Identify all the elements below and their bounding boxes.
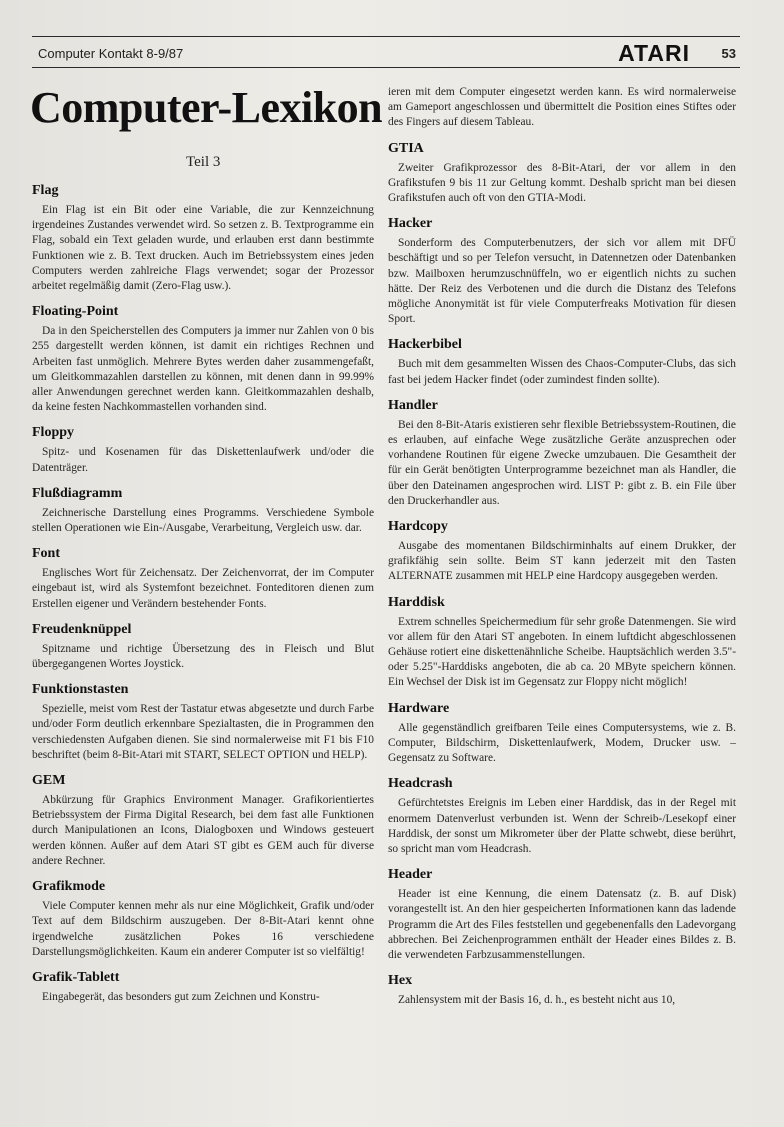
lexicon-entry — [32, 621, 374, 672]
magazine-issue: Computer Kontakt 8-9/87 — [38, 46, 184, 61]
entry-term: GTIA — [388, 140, 424, 156]
entry-term: Font — [32, 546, 60, 562]
entry-term: GEM — [32, 773, 66, 789]
entry-text: Abkürzung für Graphics Environment Manager. Grafikorientiertes Betriebssystem der Firma Digital Research, bei dem fast alle Funktionen durch Manipulationen an Icons, Dialogboxen und Windows gesteuert werden können. Außer auf dem Atari ST gibt es GEM auch für diverse andere Rechner. — [32, 794, 374, 867]
entry-term: Hacker — [388, 216, 433, 232]
article-subtitle: Teil 3 — [186, 154, 221, 170]
entry-text: Sonderform des Computerbenutzers, der sich vor allem mit DFÜ beschäftigt und so per Telefon versucht, in Datennetzen oder Datenbanken bzw. Mailboxen herumzuschnüffeln, wo er eigentlich nichts zu suchen hätte. Der Reiz des Verbotenen und die durch die Distanz des Telefons mögliche Anonymität ist für viele Computerfreaks Motivation für diesen Sport. — [388, 237, 736, 326]
lexicon-entry — [388, 518, 736, 585]
lexicon-entry — [388, 140, 736, 207]
lexicon-entry — [32, 182, 374, 294]
lexicon-entry — [32, 303, 374, 415]
entry-text: Englisches Wort für Zeichensatz. Der Zeichenvorrat, der im Computer eingebaut ist, wird als Systemfont bezeichnet. Fonteditoren dienen zum Erstellen eigener und Verändern bestehender Fonts. — [32, 567, 374, 610]
lexicon-entry — [32, 969, 374, 1005]
entry-text: Extrem schnelles Speichermedium für sehr große Datenmengen. Sie wird vor allem für den Atari ST angeboten. In einem luftdicht abgeschlossenen Gehäuse rotiert eine diskettenähnliche Scheibe. Hauptsächlich werden 3.5"- oder 5.25"-Harddisks angeboten, die ab ca. 20 MByte speichern können. Ein Wechsel der Disk ist im Gegensatz zur Floppy nicht möglich! — [388, 615, 736, 689]
right-column — [388, 85, 736, 1017]
lexicon-entry — [388, 215, 736, 327]
entry-term: Hardcopy — [388, 519, 448, 535]
entry-term: Handler — [388, 397, 438, 413]
entry-text: Spitz- und Kosenamen für das Diskettenlaufwerk und/oder die Datenträger. — [32, 446, 374, 474]
entry-term: Harddisk — [388, 594, 445, 610]
entry-text: ieren mit dem Computer eingesetzt werden kann. Es wird normalerweise am Gameport angeschlossen und übermittelt die Position eines Stiftes oder des Fingers auf diesem Tableau. — [388, 86, 736, 129]
entry-text: Zweiter Grafikprozessor des 8-Bit-Atari, der vor allem in den Grafikstufen 9 bis 11 zur Geltung kommt. Deshalb spricht man bei diesen Grafikstufen auch oft von den GTIA-Modi. — [388, 161, 736, 205]
lexicon-entry — [388, 336, 736, 387]
entry-term: Hardware — [388, 700, 450, 716]
left-column — [32, 182, 374, 1014]
entry-text: Ein Flag ist ein Bit oder eine Variable, die zur Kennzeichnung irgendeines Zustandes verwendet wird. So setzen z. B. Textprogramme ein Flag, sobald ein Text geladen wurde, und erlauben erst dann bestimmte Funktionen wie z. B. Text drucken. Auch im Betriebssystem eines jeden Computers werden zahlreiche Flags verwendet; sogar der Prozessor arbeitet regelmäßig damit (Zero-Flag usw.). — [32, 204, 374, 293]
page-number: 53 — [721, 46, 736, 61]
entry-term: Grafikmode — [32, 879, 106, 895]
entry-term: Freudenknüppel — [32, 621, 132, 637]
entry-term: Funktionstasten — [32, 682, 129, 698]
entry-text: Da in den Speicherstellen des Computers ja immer nur Zahlen von 0 bis 255 dargestellt werden können, ist damit ein richtiges Rechnen und Arbeiten fast unmöglich. Mehrere Bytes werden daher zusammengefaßt, um Gleitkommazahlen darstellen zu können, mit denen dann in 99.99% aller Anwendungen gerechnet werden kann. Gleitkommazahlen deshalb, da keine festen Nachkommastellen vorhanden sind. — [32, 325, 374, 414]
lexicon-entry — [388, 397, 736, 509]
lexicon-entry — [32, 485, 374, 536]
lexicon-entry — [388, 866, 736, 963]
lexicon-entry — [32, 681, 374, 763]
lexicon-entry-continued — [388, 85, 736, 131]
article-title: Computer-Lexikon — [30, 83, 383, 132]
entry-text: Viele Computer kennen mehr als nur eine Möglichkeit, Grafik und/oder Text auf dem Bildschirm auszugeben. Der 8-Bit-Atari kennt ohne irgendwelche zusätzlichen Pokes 16 verschiedene Darstellungsmöglichkeiten. Kaum ein anderer Computer ist so vielfältig! — [32, 900, 374, 958]
entry-term: Grafik-Tablett — [32, 969, 120, 985]
lexicon-entry — [32, 772, 374, 869]
page-header — [32, 36, 740, 68]
entry-term: Hex — [388, 973, 413, 989]
entry-term: Hackerbibel — [388, 337, 462, 353]
entry-term: Headcrash — [388, 776, 453, 792]
entry-term: Floating-Point — [32, 304, 119, 320]
entry-text: Spezielle, meist vom Rest der Tastatur etwas abgesetzte und durch Farbe und/oder Form deutlich erkennbare Spezialtasten, die in Programmen den verschiedensten Aufgaben dienen. Sie sind normalerweise mit F1 bis F10 beschriftet (beim 8-Bit-Atari mit START, SELECT OPTION und HELP). — [32, 703, 374, 761]
entry-text: Ausgabe des momentanen Bildschirminhalts auf einem Drukker, der grafikfähig sein sollte. Beim ST kann jederzeit mit den Tasten ALTERNATE zusammen mit HELP eine Hardcopy ausgegeben werden. — [388, 540, 736, 583]
entry-text: Buch mit dem gesammelten Wissen des Chaos-Computer-Clubs, das sich fast bei jedem Hacker findet (oder zumindest finden sollte). — [388, 358, 736, 386]
lexicon-entry — [388, 972, 736, 1008]
entry-text: Header ist eine Kennung, die einem Datensatz (z. B. auf Disk) vorangestellt ist. An den hier gespeicherten Informationen kann das ladende Programm die Art des Files feststellen und gegebenenfalls den Ladevorgang abbrechen. Bei Zeichenprogrammen enthält der Header eines Bildes z. B. die verwendeten Farbzusammenstellungen. — [388, 888, 736, 961]
brand-label: ATARI — [618, 40, 690, 66]
lexicon-entry — [32, 878, 374, 960]
entry-text: Alle gegenständlich greifbaren Teile eines Computersystems, wie z. B. Computer, Bildschirm, Diskettenlaufwerk, Modem, Drucker usw. – Gegensatz zu Software. — [388, 721, 736, 765]
entry-text: Bei den 8-Bit-Ataris existieren sehr flexible Betriebssystem-Routinen, die es erlauben, auf einfache Wege zusätzliche Geräte anzusprechen oder vorhandene Routinen für eigene Zwecke umzubauen. Die Gesamtheit der für ein Gerät benötigten Unterprogramme bezeichnet man als Handler, die über den Dateinamen angesprochen wird. LIST P: gibt z. B. ein File über den Druckerhandler aus. — [388, 418, 736, 507]
entry-term: Floppy — [32, 425, 75, 441]
lexicon-entry — [32, 545, 374, 612]
lexicon-entry — [32, 424, 374, 475]
entry-term: Flußdiagramm — [32, 485, 123, 501]
entry-text: Spitzname und richtige Übersetzung des in Fleisch und Blut übergegangenen Wortes Joystick. — [32, 642, 374, 671]
entry-text: Eingabegerät, das besonders gut zum Zeichnen und Konstru- — [42, 990, 320, 1003]
entry-text: Gefürchtetstes Ereignis im Leben einer Harddisk, das in der Regel mit enormem Datenverlust verbunden ist. Wenn der Schreib-/Lesekopf einer Harddisk, der sonst um Mikrometer über der Platte schwebt, diese berührt, so spricht man vom Headcrash. — [388, 797, 736, 855]
lexicon-entry — [388, 775, 736, 857]
lexicon-entry — [388, 700, 736, 767]
entry-term: Flag — [32, 183, 59, 198]
lexicon-entry — [388, 594, 736, 691]
entry-text: Zeichnerische Darstellung eines Programms. Verschiedene Symbole stellen Operationen wie Ein-/Ausgabe, Verarbeitung, Vergleich usw. dar. — [32, 506, 374, 535]
entry-term: Header — [388, 867, 433, 883]
entry-text: Zahlensystem mit der Basis 16, d. h., es besteht nicht aus 10, — [398, 994, 676, 1007]
